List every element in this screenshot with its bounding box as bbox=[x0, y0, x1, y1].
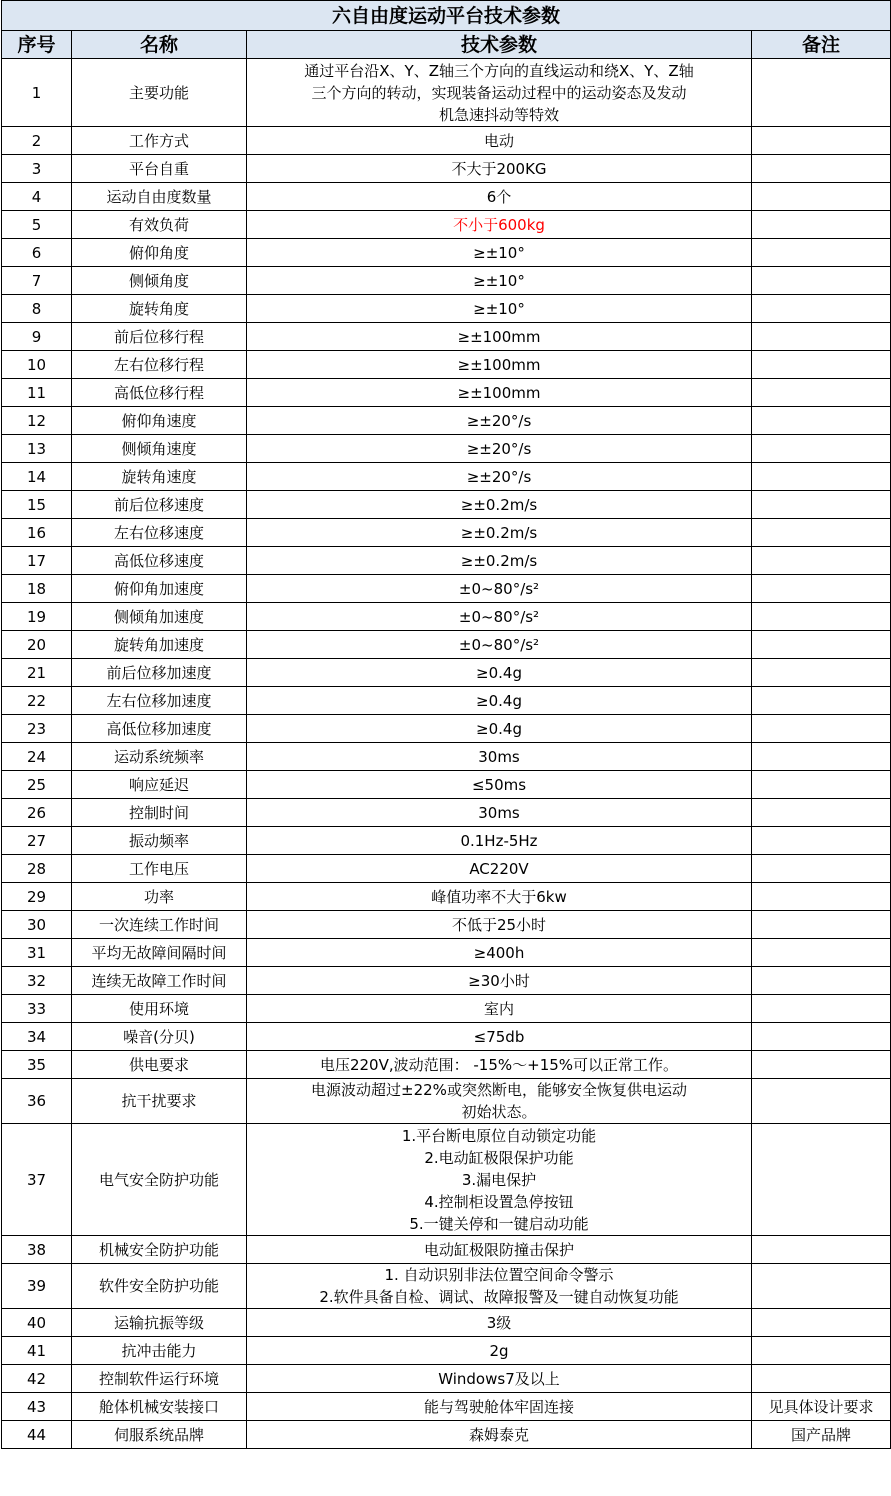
cell-note bbox=[752, 1051, 891, 1079]
param-line: 3.漏电保护 bbox=[461, 1170, 537, 1189]
cell-note bbox=[752, 1079, 891, 1124]
table-row bbox=[2, 1264, 891, 1309]
cell-param bbox=[247, 155, 752, 183]
table-row bbox=[2, 59, 891, 127]
cell-param bbox=[247, 1236, 752, 1264]
param-line: AC220V bbox=[469, 859, 529, 878]
param-line: ≥±20°/s bbox=[466, 439, 532, 458]
param-line: ≤50ms bbox=[471, 775, 527, 794]
cell-note bbox=[752, 827, 891, 855]
cell-no: 3 bbox=[2, 155, 72, 183]
cell-param bbox=[247, 687, 752, 715]
cell-name: 有效负荷 bbox=[72, 211, 247, 239]
cell-param bbox=[247, 295, 752, 323]
header-param: 技术参数 bbox=[247, 31, 752, 59]
cell-no: 29 bbox=[2, 883, 72, 911]
param-line: 不大于200KG bbox=[451, 159, 547, 178]
cell-name: 舱体机械安装接口 bbox=[72, 1393, 247, 1421]
cell-no: 34 bbox=[2, 1023, 72, 1051]
cell-name: 抗干扰要求 bbox=[72, 1079, 247, 1124]
cell-note bbox=[752, 127, 891, 155]
cell-param bbox=[247, 715, 752, 743]
param-line: Windows7及以上 bbox=[438, 1369, 560, 1388]
cell-no: 20 bbox=[2, 631, 72, 659]
param-line: 1. 自动识别非法位置空间命令警示 bbox=[384, 1266, 614, 1284]
cell-note bbox=[752, 295, 891, 323]
cell-note bbox=[752, 1264, 891, 1309]
param-line: 0.1Hz-5Hz bbox=[460, 831, 538, 850]
cell-note bbox=[752, 603, 891, 631]
cell-note bbox=[752, 351, 891, 379]
cell-no: 43 bbox=[2, 1393, 72, 1421]
cell-no: 14 bbox=[2, 463, 72, 491]
cell-note bbox=[752, 183, 891, 211]
param-line: ≥±20°/s bbox=[466, 467, 532, 486]
cell-no: 25 bbox=[2, 771, 72, 799]
cell-param bbox=[247, 491, 752, 519]
param-line: 2.软件具备自检、调试、故障报警及一键自动恢复功能 bbox=[319, 1288, 679, 1306]
cell-note bbox=[752, 1337, 891, 1365]
cell-note bbox=[752, 855, 891, 883]
cell-param bbox=[247, 911, 752, 939]
table-row bbox=[2, 1421, 891, 1449]
cell-name: 响应延迟 bbox=[72, 771, 247, 799]
cell-name: 功率 bbox=[72, 883, 247, 911]
cell-note bbox=[752, 547, 891, 575]
cell-name: 振动频率 bbox=[72, 827, 247, 855]
cell-no: 35 bbox=[2, 1051, 72, 1079]
cell-name: 抗冲击能力 bbox=[72, 1337, 247, 1365]
cell-note bbox=[752, 967, 891, 995]
param-line: 电压220V,波动范围： -15%～+15%可以正常工作。 bbox=[319, 1055, 679, 1074]
table-title: 六自由度运动平台技术参数 bbox=[2, 1, 891, 31]
table-row bbox=[2, 995, 891, 1023]
cell-note bbox=[752, 323, 891, 351]
header-no: 序号 bbox=[2, 31, 72, 59]
param-line: 能与驾驶舱体牢固连接 bbox=[423, 1397, 574, 1416]
table-row bbox=[2, 1337, 891, 1365]
cell-no: 38 bbox=[2, 1236, 72, 1264]
cell-no: 40 bbox=[2, 1309, 72, 1337]
table-row bbox=[2, 827, 891, 855]
param-line: ≥±10° bbox=[473, 243, 525, 262]
cell-name: 伺服系统品牌 bbox=[72, 1421, 247, 1449]
param-line: 4.控制柜设置急停按钮 bbox=[424, 1192, 574, 1211]
cell-param bbox=[247, 463, 752, 491]
cell-param bbox=[247, 883, 752, 911]
cell-no: 23 bbox=[2, 715, 72, 743]
param-line: 不低于25小时 bbox=[451, 915, 547, 934]
cell-name: 前后位移加速度 bbox=[72, 659, 247, 687]
cell-name: 旋转角度 bbox=[72, 295, 247, 323]
cell-note bbox=[752, 743, 891, 771]
cell-param bbox=[247, 1421, 752, 1449]
cell-note bbox=[752, 1309, 891, 1337]
cell-no: 5 bbox=[2, 211, 72, 239]
param-line: ±0~80°/s² bbox=[458, 635, 540, 654]
cell-param bbox=[247, 799, 752, 827]
cell-param bbox=[247, 1337, 752, 1365]
cell-no: 33 bbox=[2, 995, 72, 1023]
param-line: 三个方向的转动，实现装备运动过程中的运动姿态及发动 bbox=[311, 83, 687, 102]
cell-no: 13 bbox=[2, 435, 72, 463]
cell-no: 2 bbox=[2, 127, 72, 155]
cell-param bbox=[247, 239, 752, 267]
cell-param bbox=[247, 519, 752, 547]
table-row bbox=[2, 799, 891, 827]
table-row bbox=[2, 1236, 891, 1264]
cell-no: 8 bbox=[2, 295, 72, 323]
cell-no: 21 bbox=[2, 659, 72, 687]
cell-param bbox=[247, 603, 752, 631]
table-row bbox=[2, 267, 891, 295]
table-row bbox=[2, 547, 891, 575]
table-row bbox=[2, 379, 891, 407]
param-line: ≤75db bbox=[473, 1027, 525, 1046]
cell-name: 前后位移速度 bbox=[72, 491, 247, 519]
cell-param bbox=[247, 435, 752, 463]
param-line: ≥±0.2m/s bbox=[460, 523, 538, 542]
cell-name: 连续无故障工作时间 bbox=[72, 967, 247, 995]
header-name: 名称 bbox=[72, 31, 247, 59]
param-line: 峰值功率不大于6kw bbox=[431, 887, 567, 906]
cell-note bbox=[752, 1236, 891, 1264]
cell-param bbox=[247, 1365, 752, 1393]
cell-note bbox=[752, 883, 891, 911]
cell-note bbox=[752, 463, 891, 491]
param-line: 机急速抖动等特效 bbox=[438, 105, 559, 124]
cell-name: 高低位移行程 bbox=[72, 379, 247, 407]
param-line: ±0~80°/s² bbox=[458, 607, 540, 626]
cell-param bbox=[247, 575, 752, 603]
cell-name: 供电要求 bbox=[72, 1051, 247, 1079]
spec-table bbox=[1, 0, 891, 1449]
param-line: ≥400h bbox=[473, 943, 525, 962]
table-row bbox=[2, 603, 891, 631]
param-line: 2.电动缸极限保护功能 bbox=[424, 1148, 574, 1167]
table-row bbox=[2, 1309, 891, 1337]
cell-note bbox=[752, 519, 891, 547]
table-row bbox=[2, 631, 891, 659]
cell-name: 控制软件运行环境 bbox=[72, 1365, 247, 1393]
table-row bbox=[2, 659, 891, 687]
cell-name: 左右位移速度 bbox=[72, 519, 247, 547]
param-line: ±0~80°/s² bbox=[458, 579, 540, 598]
param-line: 森姆泰克 bbox=[468, 1425, 529, 1444]
cell-no: 32 bbox=[2, 967, 72, 995]
table-row bbox=[2, 295, 891, 323]
param-line: ≥±10° bbox=[473, 271, 525, 290]
cell-name: 俯仰角加速度 bbox=[72, 575, 247, 603]
cell-param bbox=[247, 1309, 752, 1337]
cell-no: 26 bbox=[2, 799, 72, 827]
table-row bbox=[2, 883, 891, 911]
cell-name: 主要功能 bbox=[72, 59, 247, 127]
cell-param bbox=[247, 547, 752, 575]
cell-name: 运动自由度数量 bbox=[72, 183, 247, 211]
cell-note bbox=[752, 59, 891, 127]
cell-name: 控制时间 bbox=[72, 799, 247, 827]
table-row bbox=[2, 743, 891, 771]
cell-name: 运输抗振等级 bbox=[72, 1309, 247, 1337]
cell-name: 前后位移行程 bbox=[72, 323, 247, 351]
param-line: 电动 bbox=[483, 131, 514, 150]
param-line: 1.平台断电原位自动锁定功能 bbox=[401, 1126, 597, 1145]
cell-note bbox=[752, 267, 891, 295]
title-row bbox=[2, 1, 891, 31]
param-line: ≥±100mm bbox=[457, 327, 541, 346]
cell-note bbox=[752, 1124, 891, 1236]
cell-no: 16 bbox=[2, 519, 72, 547]
cell-name: 侧倾角速度 bbox=[72, 435, 247, 463]
cell-no: 1 bbox=[2, 59, 72, 127]
table-row bbox=[2, 715, 891, 743]
cell-no: 9 bbox=[2, 323, 72, 351]
cell-name: 俯仰角度 bbox=[72, 239, 247, 267]
cell-no: 12 bbox=[2, 407, 72, 435]
cell-no: 18 bbox=[2, 575, 72, 603]
param-line: ≥±20°/s bbox=[466, 411, 532, 430]
cell-param bbox=[247, 1393, 752, 1421]
cell-no: 17 bbox=[2, 547, 72, 575]
cell-no: 10 bbox=[2, 351, 72, 379]
param-line: 电源波动超过±22%或突然断电，能够安全恢复供电运动 bbox=[311, 1081, 687, 1099]
cell-name: 使用环境 bbox=[72, 995, 247, 1023]
cell-param bbox=[247, 1023, 752, 1051]
cell-param bbox=[247, 59, 752, 127]
cell-param bbox=[247, 323, 752, 351]
cell-param bbox=[247, 659, 752, 687]
param-line: 电动缸极限防撞击保护 bbox=[423, 1240, 574, 1259]
cell-note bbox=[752, 799, 891, 827]
cell-no: 31 bbox=[2, 939, 72, 967]
cell-note: 国产品牌 bbox=[752, 1421, 891, 1449]
cell-note bbox=[752, 435, 891, 463]
cell-name: 软件安全防护功能 bbox=[72, 1264, 247, 1309]
table-row bbox=[2, 1023, 891, 1051]
param-line: 3级 bbox=[486, 1313, 512, 1332]
param-line: 通过平台沿X、Y、Z轴三个方向的直线运动和绕X、Y、Z轴 bbox=[304, 61, 694, 80]
param-line: 2g bbox=[489, 1341, 509, 1360]
table-row bbox=[2, 1124, 891, 1236]
cell-note bbox=[752, 379, 891, 407]
param-line: 30ms bbox=[478, 747, 520, 766]
param-line: 不小于600kg bbox=[453, 215, 545, 234]
cell-name: 工作方式 bbox=[72, 127, 247, 155]
cell-param bbox=[247, 351, 752, 379]
cell-no: 19 bbox=[2, 603, 72, 631]
cell-param bbox=[247, 1079, 752, 1124]
table-row bbox=[2, 687, 891, 715]
param-line: ≥0.4g bbox=[476, 663, 522, 682]
table-row bbox=[2, 1393, 891, 1421]
cell-note bbox=[752, 631, 891, 659]
cell-param bbox=[247, 211, 752, 239]
cell-no: 37 bbox=[2, 1124, 72, 1236]
param-line: ≥0.4g bbox=[476, 691, 522, 710]
cell-no: 24 bbox=[2, 743, 72, 771]
cell-param bbox=[247, 631, 752, 659]
cell-param bbox=[247, 995, 752, 1023]
cell-param bbox=[247, 267, 752, 295]
param-line: ≥±10° bbox=[473, 299, 525, 318]
cell-note bbox=[752, 687, 891, 715]
cell-note bbox=[752, 1365, 891, 1393]
table-row bbox=[2, 491, 891, 519]
cell-name: 左右位移行程 bbox=[72, 351, 247, 379]
cell-note bbox=[752, 575, 891, 603]
table-row bbox=[2, 323, 891, 351]
table-row bbox=[2, 575, 891, 603]
cell-param bbox=[247, 855, 752, 883]
table-row bbox=[2, 239, 891, 267]
cell-no: 7 bbox=[2, 267, 72, 295]
cell-note bbox=[752, 939, 891, 967]
cell-note bbox=[752, 491, 891, 519]
cell-no: 41 bbox=[2, 1337, 72, 1365]
cell-name: 高低位移加速度 bbox=[72, 715, 247, 743]
cell-no: 22 bbox=[2, 687, 72, 715]
cell-name: 平均无故障间隔时间 bbox=[72, 939, 247, 967]
cell-name: 平台自重 bbox=[72, 155, 247, 183]
cell-note bbox=[752, 239, 891, 267]
param-line: ≥0.4g bbox=[476, 719, 522, 738]
cell-note: 见具体设计要求 bbox=[752, 1393, 891, 1421]
cell-param bbox=[247, 743, 752, 771]
cell-name: 噪音(分贝) bbox=[72, 1023, 247, 1051]
cell-param bbox=[247, 771, 752, 799]
cell-name: 机械安全防护功能 bbox=[72, 1236, 247, 1264]
table-row bbox=[2, 939, 891, 967]
table-row bbox=[2, 771, 891, 799]
cell-note bbox=[752, 211, 891, 239]
table-row bbox=[2, 463, 891, 491]
cell-no: 39 bbox=[2, 1264, 72, 1309]
cell-note bbox=[752, 659, 891, 687]
cell-no: 28 bbox=[2, 855, 72, 883]
cell-name: 运动系统频率 bbox=[72, 743, 247, 771]
table-row bbox=[2, 1365, 891, 1393]
table-row bbox=[2, 1051, 891, 1079]
param-line: 初始状态。 bbox=[461, 1103, 537, 1121]
cell-param bbox=[247, 407, 752, 435]
cell-param bbox=[247, 1124, 752, 1236]
cell-param bbox=[247, 827, 752, 855]
table-row bbox=[2, 855, 891, 883]
table-row bbox=[2, 967, 891, 995]
cell-note bbox=[752, 155, 891, 183]
cell-param bbox=[247, 939, 752, 967]
cell-name: 一次连续工作时间 bbox=[72, 911, 247, 939]
param-line: ≥±100mm bbox=[457, 355, 541, 374]
cell-note bbox=[752, 407, 891, 435]
table-row bbox=[2, 435, 891, 463]
cell-param bbox=[247, 127, 752, 155]
header-row bbox=[2, 31, 891, 59]
cell-note bbox=[752, 1023, 891, 1051]
table-row bbox=[2, 519, 891, 547]
cell-name: 电气安全防护功能 bbox=[72, 1124, 247, 1236]
param-line: 6个 bbox=[486, 187, 512, 206]
param-line: 30ms bbox=[478, 803, 520, 822]
cell-name: 旋转角速度 bbox=[72, 463, 247, 491]
cell-name: 侧倾角度 bbox=[72, 267, 247, 295]
table-row bbox=[2, 351, 891, 379]
cell-note bbox=[752, 715, 891, 743]
cell-param bbox=[247, 379, 752, 407]
header-note: 备注 bbox=[752, 31, 891, 59]
cell-name: 侧倾角加速度 bbox=[72, 603, 247, 631]
cell-no: 6 bbox=[2, 239, 72, 267]
cell-no: 36 bbox=[2, 1079, 72, 1124]
cell-name: 高低位移速度 bbox=[72, 547, 247, 575]
cell-note bbox=[752, 911, 891, 939]
param-line: ≥30小时 bbox=[468, 971, 530, 990]
table-row bbox=[2, 911, 891, 939]
table-row bbox=[2, 183, 891, 211]
param-line: 5.一键关停和一键启动功能 bbox=[409, 1214, 589, 1233]
table-row bbox=[2, 127, 891, 155]
cell-no: 30 bbox=[2, 911, 72, 939]
cell-param bbox=[247, 1264, 752, 1309]
cell-no: 42 bbox=[2, 1365, 72, 1393]
table-row bbox=[2, 211, 891, 239]
cell-name: 左右位移加速度 bbox=[72, 687, 247, 715]
cell-note bbox=[752, 995, 891, 1023]
cell-name: 旋转角加速度 bbox=[72, 631, 247, 659]
cell-no: 11 bbox=[2, 379, 72, 407]
cell-name: 工作电压 bbox=[72, 855, 247, 883]
param-line: 室内 bbox=[483, 999, 514, 1018]
cell-no: 27 bbox=[2, 827, 72, 855]
cell-param bbox=[247, 1051, 752, 1079]
cell-param bbox=[247, 183, 752, 211]
table-row bbox=[2, 407, 891, 435]
cell-no: 44 bbox=[2, 1421, 72, 1449]
cell-note bbox=[752, 771, 891, 799]
cell-param bbox=[247, 967, 752, 995]
cell-no: 4 bbox=[2, 183, 72, 211]
cell-no: 15 bbox=[2, 491, 72, 519]
param-line: ≥±0.2m/s bbox=[460, 495, 538, 514]
table-row bbox=[2, 1079, 891, 1124]
cell-name: 俯仰角速度 bbox=[72, 407, 247, 435]
table-row bbox=[2, 155, 891, 183]
param-line: ≥±100mm bbox=[457, 383, 541, 402]
param-line: ≥±0.2m/s bbox=[460, 551, 538, 570]
